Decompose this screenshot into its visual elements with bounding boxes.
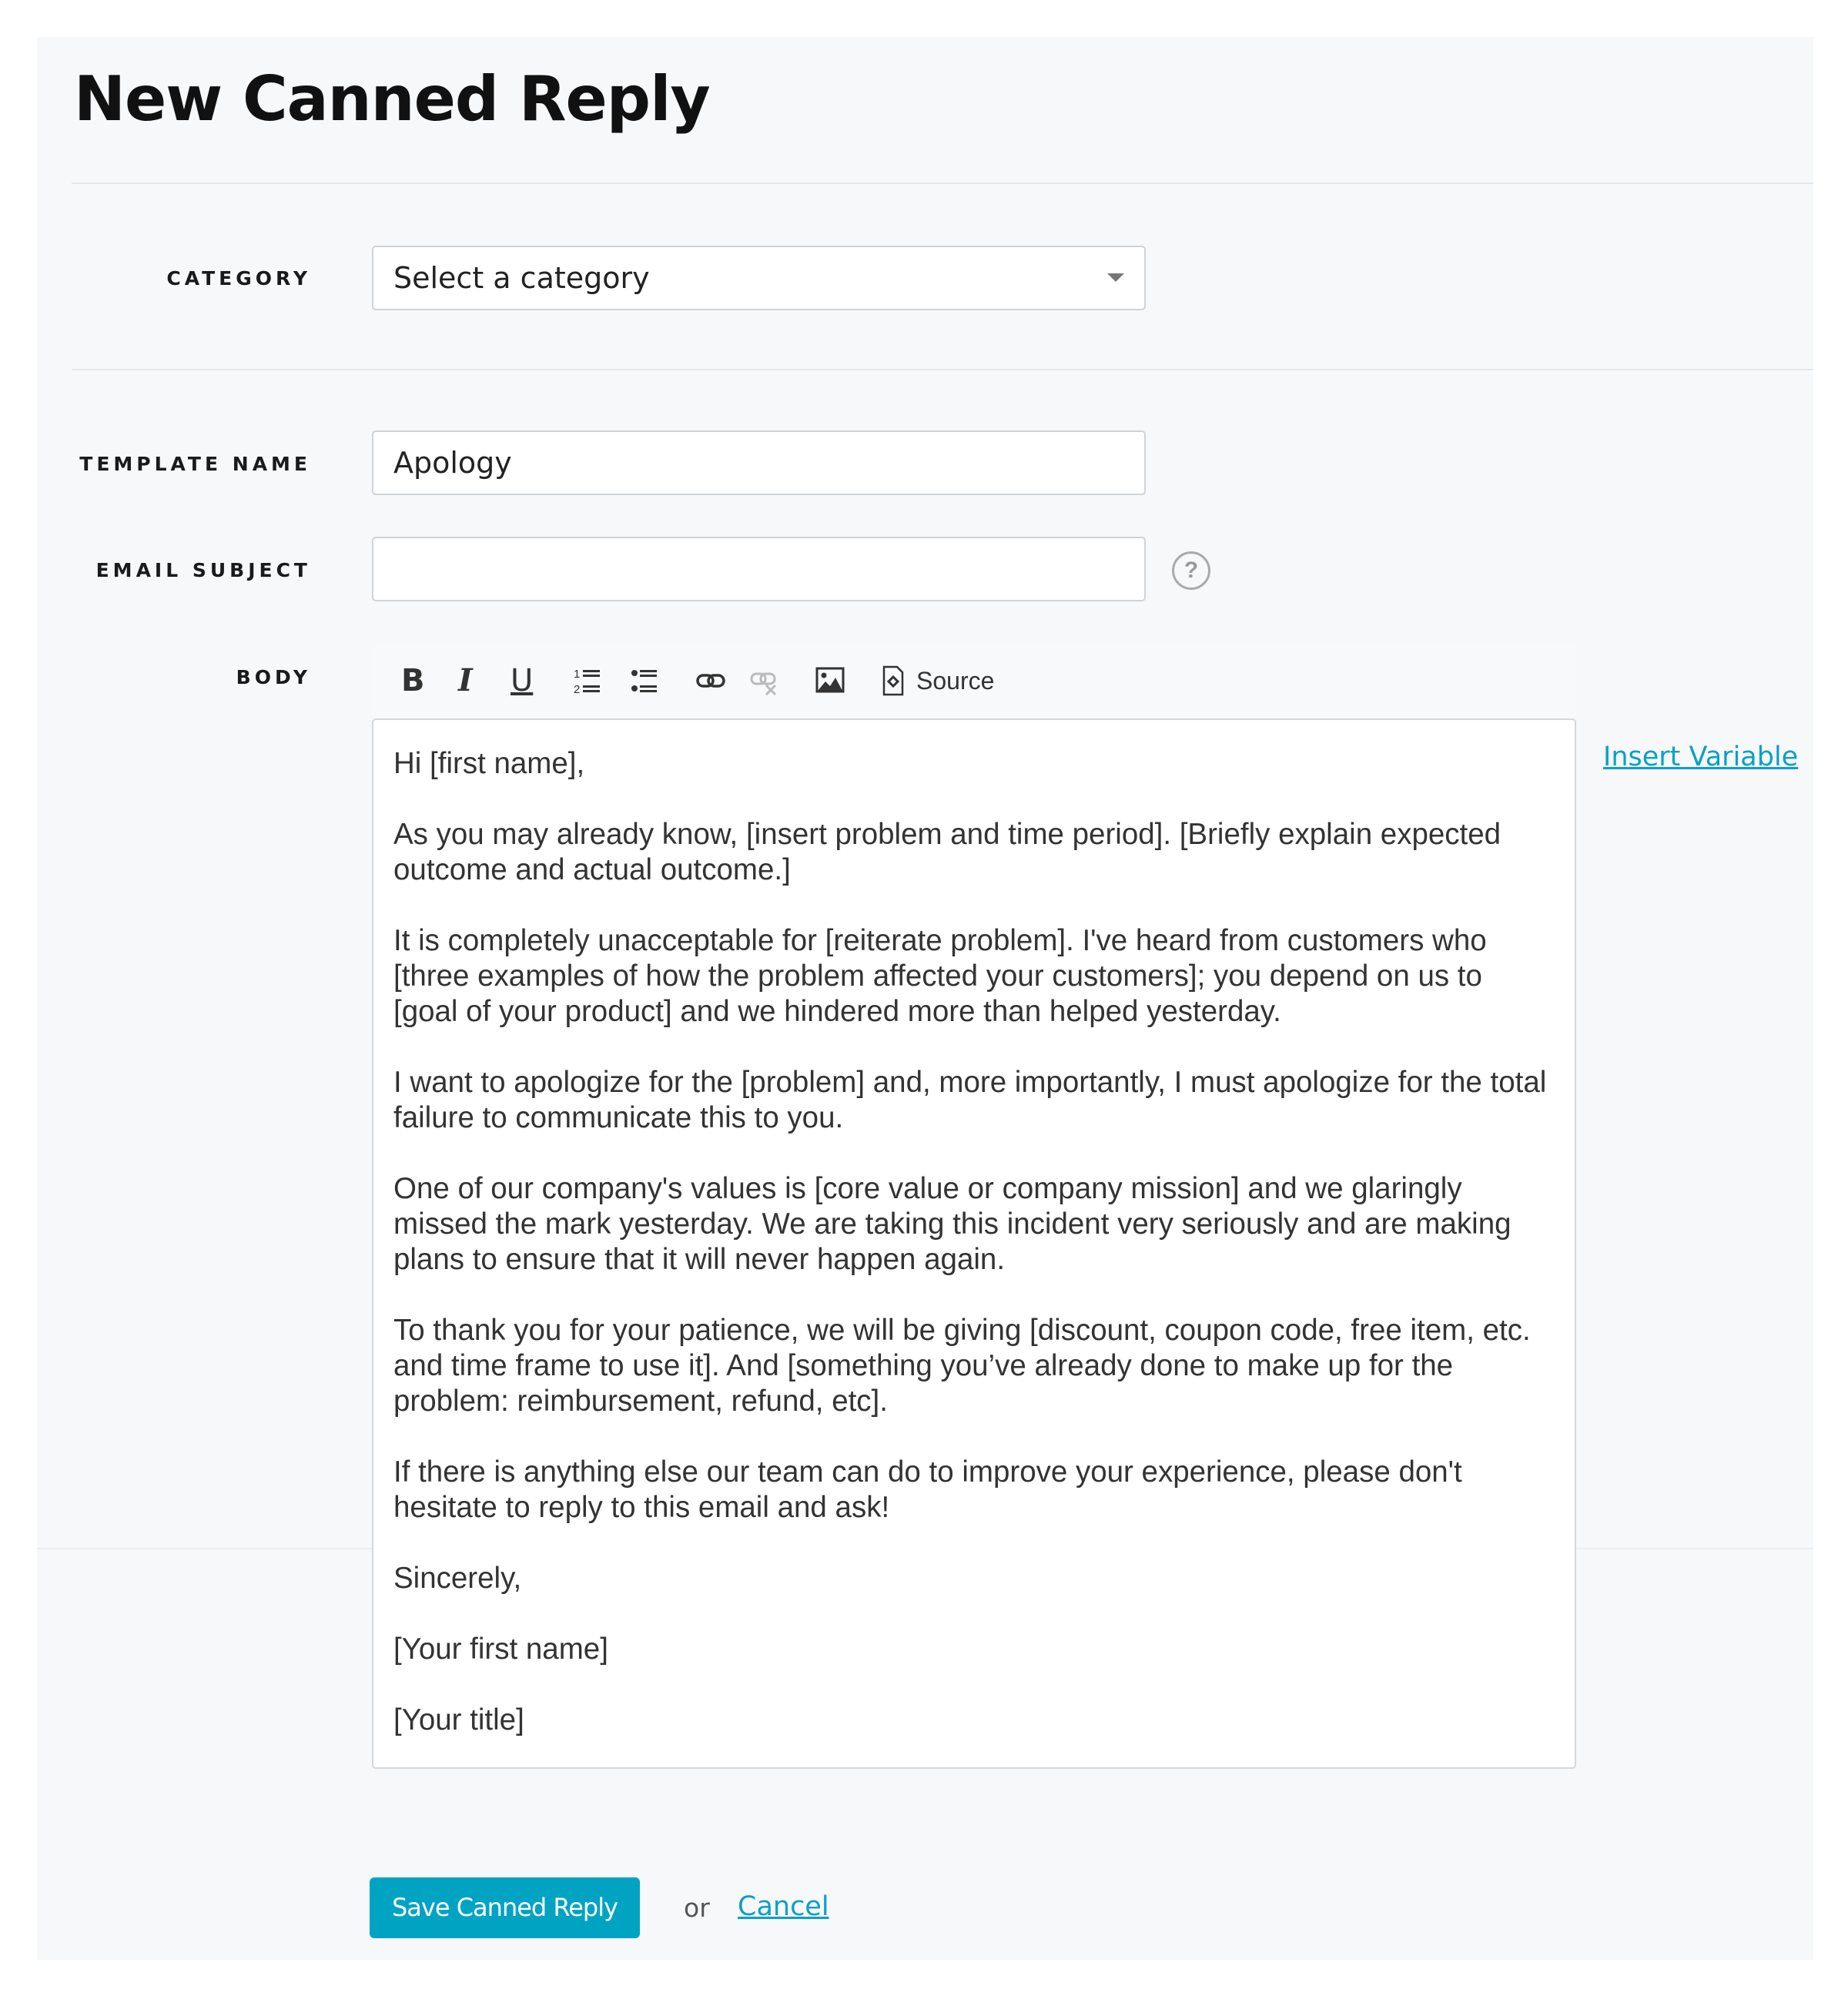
cancel-link[interactable]: Cancel (738, 1891, 829, 1922)
link-icon[interactable] (695, 662, 726, 699)
numbered-list-icon[interactable] (574, 662, 601, 699)
body-paragraph: [Your first name] (393, 1633, 608, 1666)
category-select-value: Select a category (393, 261, 650, 295)
template-name-input[interactable]: Apology (372, 430, 1146, 495)
divider (72, 183, 1813, 184)
bold-button[interactable]: B (401, 663, 425, 698)
chevron-down-icon (1107, 273, 1124, 282)
source-icon[interactable] (882, 662, 905, 699)
or-text: or (684, 1893, 710, 1923)
underline-button[interactable]: U (511, 663, 534, 698)
source-button[interactable]: Source (916, 667, 995, 695)
svg-text:2: 2 (574, 683, 581, 696)
help-icon[interactable]: ? (1172, 551, 1210, 590)
email-subject-label: EMAIL SUBJECT (95, 559, 311, 581)
divider (72, 369, 1813, 370)
body-paragraph: To thank you for your patience, we will be giving [discount, coupon code, free item, etc. and time frame to use it]. And [something you’ve already done to make up for the problem: reimbursement, refund, etc]. (393, 1314, 1531, 1418)
body-paragraph: Sincerely, (393, 1562, 522, 1595)
svg-text:1: 1 (574, 668, 581, 681)
bullet-list-icon[interactable] (631, 662, 658, 699)
unlink-icon[interactable] (749, 662, 780, 699)
body-paragraph: Hi [first name], (393, 747, 585, 780)
insert-variable-link[interactable]: Insert Variable (1603, 742, 1799, 772)
image-icon[interactable] (815, 662, 845, 699)
category-label: CATEGORY (166, 267, 311, 290)
page-title: New Canned Reply (74, 63, 710, 135)
body-paragraph: As you may already know, [insert problem and time period]. [Briefly explain expected outcome and actual outcome.] (393, 818, 1502, 886)
body-label: BODY (236, 666, 311, 688)
template-name-label: TEMPLATE NAME (79, 453, 311, 475)
body-paragraph: I want to apologize for the [problem] and, more importantly, I must apologize for the total failure to communicate this to you. (393, 1066, 1547, 1134)
email-subject-input[interactable] (372, 537, 1146, 601)
body-paragraph: If there is anything else our team can do to improve your experience, please don't hesitate to reply to this email and ask! (393, 1455, 1462, 1524)
category-select[interactable] (372, 246, 1146, 310)
italic-button[interactable]: I (458, 662, 473, 698)
body-paragraph: One of our company's values is [core value or company mission] and we glaringly missed the mark yesterday. We are taking this incident very seriously and are making plans to ensure that it will never happen again. (393, 1172, 1512, 1276)
body-paragraph: It is completely unacceptable for [reiterate problem]. I've heard from customers who [three examples of how the problem affected your customers]; you depend on us to [goal of your product] and we hindered more than helped yesterday. (393, 924, 1487, 1028)
editor-toolbar (372, 644, 1576, 718)
save-button[interactable]: Save Canned Reply (370, 1877, 640, 1938)
body-editor[interactable] (372, 718, 1576, 1769)
body-paragraph: [Your title] (393, 1703, 524, 1736)
